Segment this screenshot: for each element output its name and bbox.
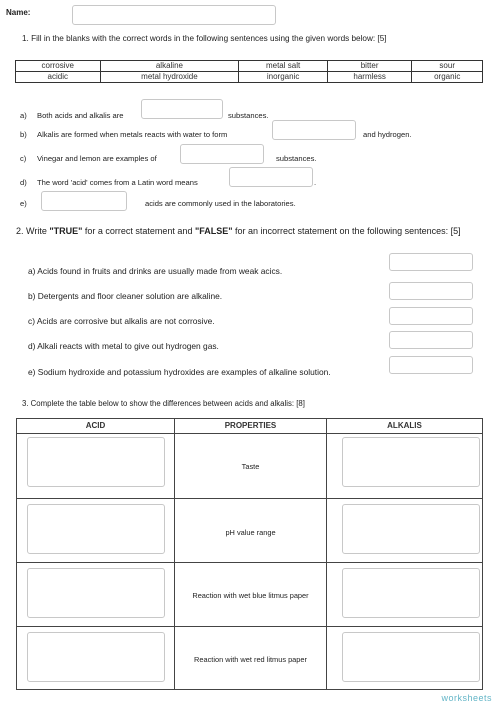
q1-item-text: Both acids and alkalis are (37, 111, 124, 120)
acid-red-litmus-input[interactable] (27, 632, 165, 682)
q2-false-word: "FALSE" (194, 226, 233, 236)
alkali-red-litmus-input[interactable] (342, 632, 480, 682)
word-bank-cell: acidic (16, 72, 101, 83)
acid-blue-litmus-input[interactable] (27, 568, 165, 618)
q2-true-word: "TRUE" (49, 226, 83, 236)
word-bank-table (15, 60, 483, 83)
word-bank-cell: organic (412, 72, 483, 83)
q1-c-blank-input[interactable] (180, 144, 264, 164)
property-label: Taste (241, 462, 260, 471)
q1-item-text: The word 'acid' comes from a Latin word means (37, 178, 198, 187)
acid-ph-input[interactable] (27, 504, 165, 554)
word-bank-cell: metal salt (239, 61, 328, 72)
q2-statement: b) Detergents and floor cleaner solution are alkaline. (28, 291, 223, 301)
q3-title: 3. Complete the table below to show the differences between acids and alkalis: [8] (22, 399, 305, 408)
q2-title-part: for an incorrect statement on the following sentences: [5] (232, 226, 461, 236)
q2-title-part: 2. Write (16, 226, 50, 236)
q1-a-blank-input[interactable] (141, 99, 223, 119)
table-divider (17, 498, 482, 499)
q2-e-answer-input[interactable] (389, 356, 473, 374)
header-acid: ACID (85, 421, 106, 430)
property-label: Reaction with wet blue litmus paper (192, 591, 309, 600)
q1-item-text-after: and hydrogen. (363, 130, 412, 139)
q2-statement: a) Acids found in fruits and drinks are usually made from weak acics. (28, 266, 283, 276)
q1-item-label: e) (20, 199, 27, 208)
q2-statement: c) Acids are corrosive but alkalis are not corrosive. (28, 316, 215, 326)
q1-item-text: Alkalis are formed when metals reacts with water to form (37, 130, 228, 139)
word-bank-cell: sour (412, 61, 483, 72)
acid-taste-input[interactable] (27, 437, 165, 487)
q2-title-part: for a correct statement and (82, 226, 195, 236)
word-bank-cell: bitter (327, 61, 412, 72)
table-divider (17, 433, 482, 434)
q1-title: 1. Fill in the blanks with the correct words in the following sentences using the given words below: [5] (22, 34, 387, 43)
q2-b-answer-input[interactable] (389, 282, 473, 300)
q1-item-text-after: substances. (228, 111, 269, 120)
table-divider (17, 562, 482, 563)
property-label: Reaction with wet red litmus paper (194, 655, 307, 664)
q1-d-blank-input[interactable] (229, 167, 313, 187)
worksheets-logo: worksheets (441, 693, 492, 703)
name-label: Name: (6, 8, 31, 17)
property-label: pH value range (225, 528, 276, 537)
q1-item-label: b) (20, 130, 27, 139)
word-bank-cell: alkaline (100, 61, 239, 72)
word-bank-cell: harmless (327, 72, 412, 83)
alkali-taste-input[interactable] (342, 437, 480, 487)
q2-title (16, 226, 461, 236)
q1-b-blank-input[interactable] (272, 120, 356, 140)
table-divider (174, 419, 175, 689)
q2-c-answer-input[interactable] (389, 307, 473, 325)
table-divider (326, 419, 327, 689)
q1-e-blank-input[interactable] (41, 191, 127, 211)
table-divider (17, 626, 482, 627)
alkali-ph-input[interactable] (342, 504, 480, 554)
q2-a-answer-input[interactable] (389, 253, 473, 271)
name-input[interactable] (72, 5, 276, 25)
word-bank-cell: inorganic (239, 72, 328, 83)
header-alkalis: ALKALIS (387, 421, 422, 430)
q2-statement: e) Sodium hydroxide and potassium hydroxides are examples of alkaline solution. (28, 367, 331, 377)
alkali-blue-litmus-input[interactable] (342, 568, 480, 618)
q2-statement: d) Alkali reacts with metal to give out hydrogen gas. (28, 341, 219, 351)
q1-item-text-after: substances. (276, 154, 317, 163)
word-bank-row (16, 72, 483, 83)
word-bank-cell: corrosive (16, 61, 101, 72)
header-properties: PROPERTIES (224, 421, 277, 430)
q1-item-text: Vinegar and lemon are examples of (37, 154, 157, 163)
q2-d-answer-input[interactable] (389, 331, 473, 349)
word-bank-row (16, 61, 483, 72)
q1-item-label: a) (20, 111, 27, 120)
properties-table (16, 418, 483, 690)
word-bank-cell: metal hydroxide (100, 72, 239, 83)
q1-item-label: d) (20, 178, 27, 187)
q1-item-label: c) (20, 154, 27, 163)
q1-item-text-after: . (314, 178, 317, 187)
q1-item-text-after: acids are commonly used in the laboratories. (145, 199, 296, 208)
